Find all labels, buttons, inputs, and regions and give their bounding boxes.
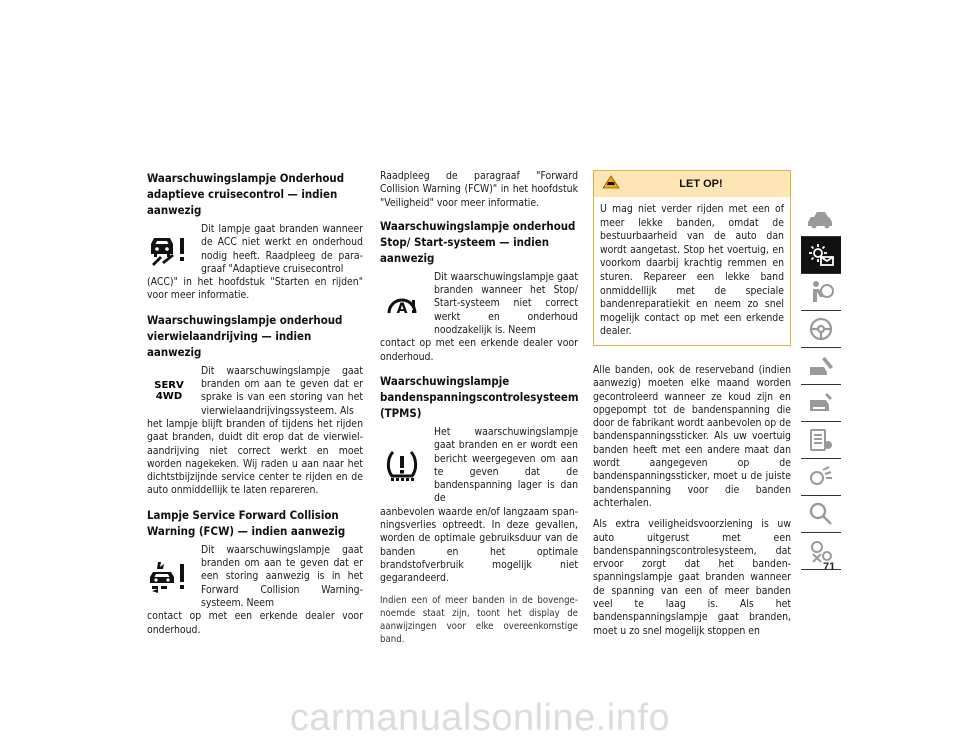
heading-fcw-service: Lampje Service Forward Collision Warning (FCW) — indien aanwezig: [147, 507, 346, 538]
stop-start-service-icon: [380, 271, 424, 337]
text-4wd-service-cont: het lampje blijft branden of tijdens het rijden gaat branden, duidt dit erop dat de vierwielaandrijving niet correct werkt en moet worden nagekeken. Wij raden u aan naar het dichtstbijzijnde service center te rijden en de auto onmiddellijk te laten repareren.: [147, 417, 363, 497]
column-middle: [380, 170, 578, 655]
caution-header: [594, 171, 790, 197]
dashboard-warning-icon: [807, 242, 835, 268]
section-tpms: [380, 373, 578, 646]
fcw-service-icon: [147, 544, 191, 610]
car-crash-icon: [807, 353, 835, 379]
desc-stop-start-service: Dit waarschuwingslampje gaat branden wanneer het Stop/ Start-systeem niet correct werkt en onderhoud noodzakelijk is. Neem: [434, 270, 578, 337]
text-fcw-reference: Raadpleeg de paragraaf "Forward Collision Warning (FCW)" in het hoofdstuk "Veiligheid" voor meer informatie.: [380, 170, 578, 209]
tab-dashboard-warnings[interactable]: [801, 237, 841, 274]
caution-text: U mag niet verder rijden met een of meer lekke banden, omdat de bestuurbaarheid van de auto dan wordt aangetast. Stop het voertuig, en voorkom daarbij krachtig remmen en sturen. Repareer een lekke band onmiddellijk met de speciale bandenreparatiekit en neem zo snel mogelijk contact op met een erkende dealer.: [600, 203, 784, 338]
caution-title: LET OP!: [679, 178, 723, 190]
section-fcw-service: [147, 507, 363, 637]
multimedia-icon: [807, 464, 835, 490]
text-fcw-service-cont: contact op met een erkende dealer voor onderhoud.: [147, 610, 363, 636]
warning-car-icon: [602, 175, 620, 194]
car-service-icon: [807, 390, 835, 416]
search-index-icon: [807, 501, 835, 527]
steering-wheel-icon: [807, 316, 835, 342]
section-acc-service: [147, 170, 363, 303]
desc-fcw-service: Dit waarschuwingslampje gaat branden om aan te geven dat er een storing aanwezig is in het Forward Collision Warning-systeem. Neem: [201, 543, 363, 609]
car-overview-icon: [807, 205, 835, 231]
section-stop-start-service: [380, 218, 578, 364]
text-tire-check: Alle banden, ook de reserveband (indien aanwezig) moeten elke maand worden gecontroleerd wanneer ze koud zijn en opgepompt tot de bandenspanning die door de fabrikant wordt aanbevolen op de bandenspanningssticker. Als uw voertuig banden heeft met een andere maat dan wordt aangegeven op de bandenspanningssticker, moet u de juiste bandenspanning voor die banden achterhalen.: [593, 363, 791, 509]
note-tpms-display: Indien een of meer banden in de bovengenoemde staat zijn, toont het display de aanwijzingen voor elke overeenkomstige band.: [380, 594, 578, 645]
column-left: [147, 170, 363, 646]
tab-car-overview[interactable]: [801, 200, 841, 237]
svg-text:A: A: [396, 301, 408, 318]
heading-tpms: Waarschuwingslampje bandenspanningscontrolesysteem (TPMS): [380, 373, 579, 420]
text-stop-start-cont: contact op met een erkende dealer voor onderhoud.: [380, 337, 578, 363]
column-right: [593, 170, 791, 646]
section-4wd-service: [147, 312, 363, 498]
heading-4wd-service: Waarschuwingslampje onderhoud vierwielaandrijving — indien aanwezig: [147, 312, 343, 359]
desc-4wd-service: Dit waarschuwingslampje gaat branden om aan te geven dat er sprake is van een storing van het vierwielaandrijvingssysteem. Als: [201, 364, 363, 417]
tab-emergency[interactable]: [801, 348, 841, 385]
serv-label: SERV: [154, 380, 184, 392]
text-acc-service-cont: (ACC)" in het hoofdstuk "Starten en rijden" voor meer informatie.: [147, 276, 363, 302]
caution-box: [593, 170, 791, 346]
tab-index[interactable]: [801, 496, 841, 533]
tab-multimedia[interactable]: [801, 459, 841, 496]
serv-4wd-icon: [147, 365, 191, 418]
text-tpms-cont: aanbevolen waarde en/of langzaam spanningsverlies optreedt. In deze gevallen, worden de optimale gebruiksduur van de banden en het optimale brandstofverbruik mogelijk niet gegarandeerd.: [380, 505, 578, 585]
watermark: carmanualsonline.info: [289, 697, 671, 739]
technical-data-icon: [807, 538, 835, 564]
maintenance-list-icon: [807, 427, 835, 453]
tab-safety[interactable]: [801, 274, 841, 311]
desc-acc-service: Dit lampje gaat branden wanneer de ACC niet werkt en onderhoud nodig heeft. Raadpleeg de paragraaf "Adaptieve cruisecontrol: [201, 223, 363, 275]
tab-service[interactable]: [801, 385, 841, 422]
chapter-sidebar: [801, 200, 841, 570]
acc-service-icon: [147, 223, 191, 276]
page-number: 71: [823, 561, 836, 573]
desc-tpms: Het waarschuwingslampje gaat branden en er wordt een bericht weergegeven om aan te geven dat de bandenspanning lager is dan de: [434, 425, 578, 505]
tab-technical-specs[interactable]: [801, 422, 841, 459]
tab-starting-driving[interactable]: [801, 311, 841, 348]
heading-stop-start-service: Waarschuwingslampje onderhoud Stop/ Start-systeem — indien aanwezig: [380, 218, 576, 265]
text-tpms-safety: Als extra veiligheidsvoorziening is uw auto uitgerust met een bandenspanningscontrolesysteem, dat ervoor zorgt dat het bandenspanningslampje gaat branden wanneer de spanning van een of meer banden veel te laag is. Als het bandenspanningslampje gaat branden, moet u zo snel mogelijk stoppen en: [593, 518, 791, 637]
4wd-label: 4WD: [155, 391, 183, 403]
airbag-safety-icon: [807, 279, 835, 305]
tab-data[interactable]: [801, 533, 841, 570]
tpms-icon: [380, 426, 424, 506]
heading-acc-service: Waarschuwingslampje Onderhoud adaptieve cruisecontrol — indien aanwezig: [147, 171, 345, 217]
